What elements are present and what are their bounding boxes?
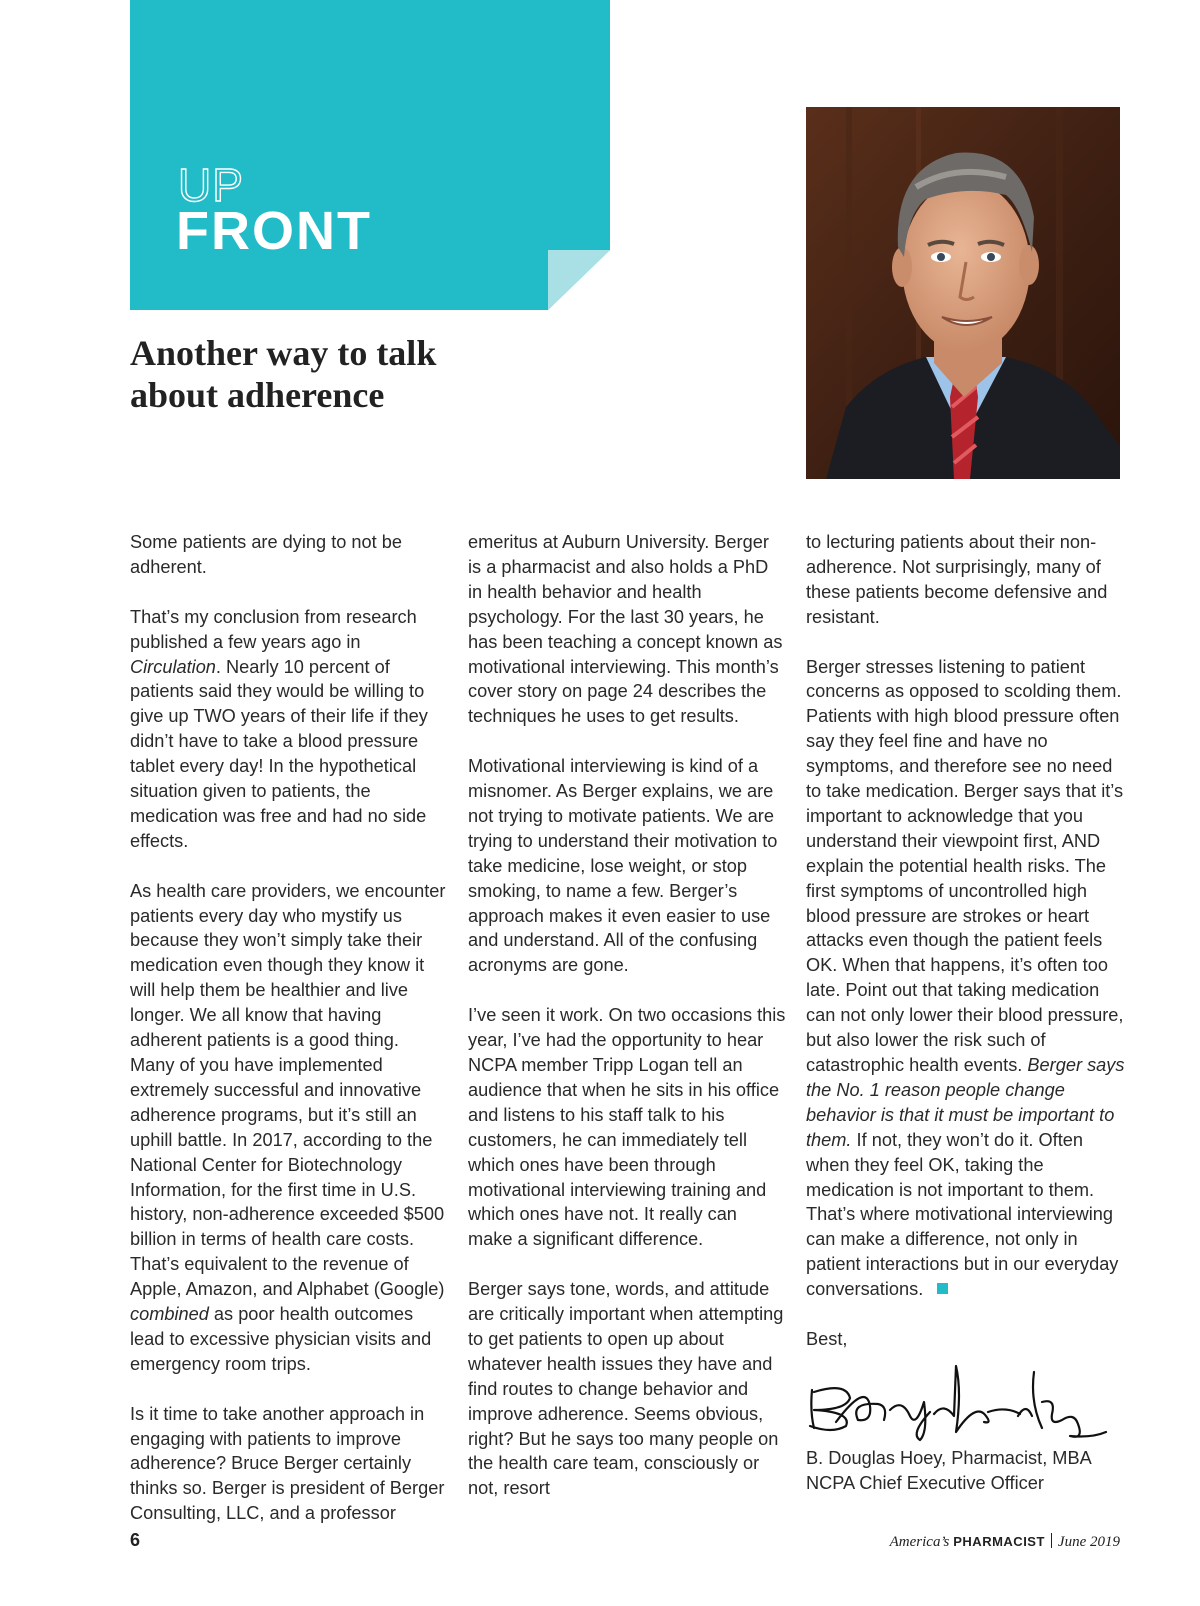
issue-date: June 2019 (1057, 1534, 1120, 1550)
article-headline (130, 332, 550, 416)
end-of-article-mark (937, 1283, 948, 1294)
paragraph: Is it time to take another approach in engaging with patients to improve adherence? Bruce Berger certainly thinks so. Berger is president of Berger Consulting, LLC, and a professor (130, 1403, 445, 1524)
headline-line-2: about adherence (130, 375, 385, 415)
emphasis: combined (130, 1304, 209, 1325)
paragraph: I’ve seen it work. On two occasions this year, I’ve had the opportunity to hear NCPA member Tripp Logan tell an audience that when he sits in his office and listens to his staff talk to his customers, he can immediately tell which ones have been through motivational interviewing training and which ones have not. It really can make a significant difference. (468, 1005, 786, 1250)
journal-title: Circulation (130, 656, 216, 677)
paragraph: That’s my conclusion from research published a few years ago in Circulation. Nearly 10 percent of patients said they would be willing to give up TWO years of their life if they didn’t have to take a blood pressure tablet every day! In the hypothetical situation given to patients, the medication was free and had no side effects. (130, 606, 428, 851)
banner-fold-corner (548, 250, 610, 310)
paragraph: As health care providers, we encounter patients every day who mystify us because they won’t simply take their medication even though they know it will help them be healthier and live longer. We all know that having adherent patients is a good thing. Many of you have implemented extremely successful and innovative adherence programs, but it’s still an uphill battle. In 2017, according to the National Center for Biotechnology Information, for the first time in U.S. history, non-adherence exceeded $500 billion in terms of health care costs. That’s equivalent to the revenue of Apple, Amazon, and Alphabet (Google) combined as poor health outcomes lead to excessive physician visits and emergency room trips. (130, 880, 446, 1374)
paragraph: Berger says tone, words, and attitude are critically important when attempting to get patients to open up about whatever health issues they have and find routes to change behavior and improve adherence. Seems obvious, right? But he says too many people on the health care team, consciously or not, resort (468, 1279, 784, 1499)
signer-title: NCPA Chief Executive Officer (806, 1472, 1044, 1493)
paragraph: Motivational interviewing is kind of a misnomer. As Berger explains, we are not trying to motivate patients. We are trying to understand their motivation to take medicine, lose weight, or stop smoking, to name a few. Berger’s approach makes it even easier to use and understand. All of the confusing acronyms are gone. (468, 756, 778, 976)
handwritten-signature (806, 1362, 1116, 1442)
emphasis: Berger says the No. 1 reason people change behavior is that it must be important to them. (806, 1055, 1125, 1150)
headline-line-1: Another way to talk (130, 333, 437, 373)
section-label-front: FRONT (176, 201, 372, 261)
paragraph: to lecturing patients about their non-adherence. Not surprisingly, many of these patients become defensive and resistant. (806, 532, 1108, 627)
magazine-name: PHARMACIST (953, 1534, 1045, 1549)
article-column-3 (806, 530, 1126, 1496)
page-number: 6 (130, 1530, 141, 1550)
magazine-prefix: America’s (889, 1534, 950, 1550)
footer-divider (1051, 1533, 1052, 1548)
running-footer (890, 1533, 1120, 1551)
author-portrait (806, 107, 1120, 479)
section-label-up: UP (178, 159, 244, 211)
signer-name: B. Douglas Hoey, Pharmacist, MBA (806, 1447, 1092, 1468)
article-column-2 (468, 530, 786, 1526)
paragraph: emeritus at Auburn University. Berger is a pharmacist and also holds a PhD in health behavior and health psychology. For the last 30 years, he has been teaching a concept known as motivational interviewing. This month’s cover story on page 24 describes the techniques he uses to get results. (468, 532, 783, 727)
paragraph: Some patients are dying to not be adherent. (130, 532, 402, 577)
closing: Best, (806, 1328, 848, 1349)
section-banner (130, 0, 610, 310)
paragraph: Berger stresses listening to patient concerns as opposed to scolding them. Patients with high blood pressure often say they feel fine and have no symptoms, and therefore see no need to take medication. Berger says that it’s important to acknowledge that you understand their viewpoint first, AND explain the potential health risks. The first symptoms of uncontrolled high blood pressure are strokes or heart attacks even though the patient feels OK. When that happens, it’s often too late. Point out that taking medication can not only lower their blood pressure, but also lower the risk such of catastrophic health events. Berger says the No. 1 reason people change behavior is that it must be important to them. If not, they won’t do it. Often when they feel OK, taking the medication is not important to them. That’s where motivational interviewing can make a difference, not only in patient interactions but in our everyday conversations. (806, 656, 1125, 1300)
article-column-1 (130, 530, 448, 1551)
